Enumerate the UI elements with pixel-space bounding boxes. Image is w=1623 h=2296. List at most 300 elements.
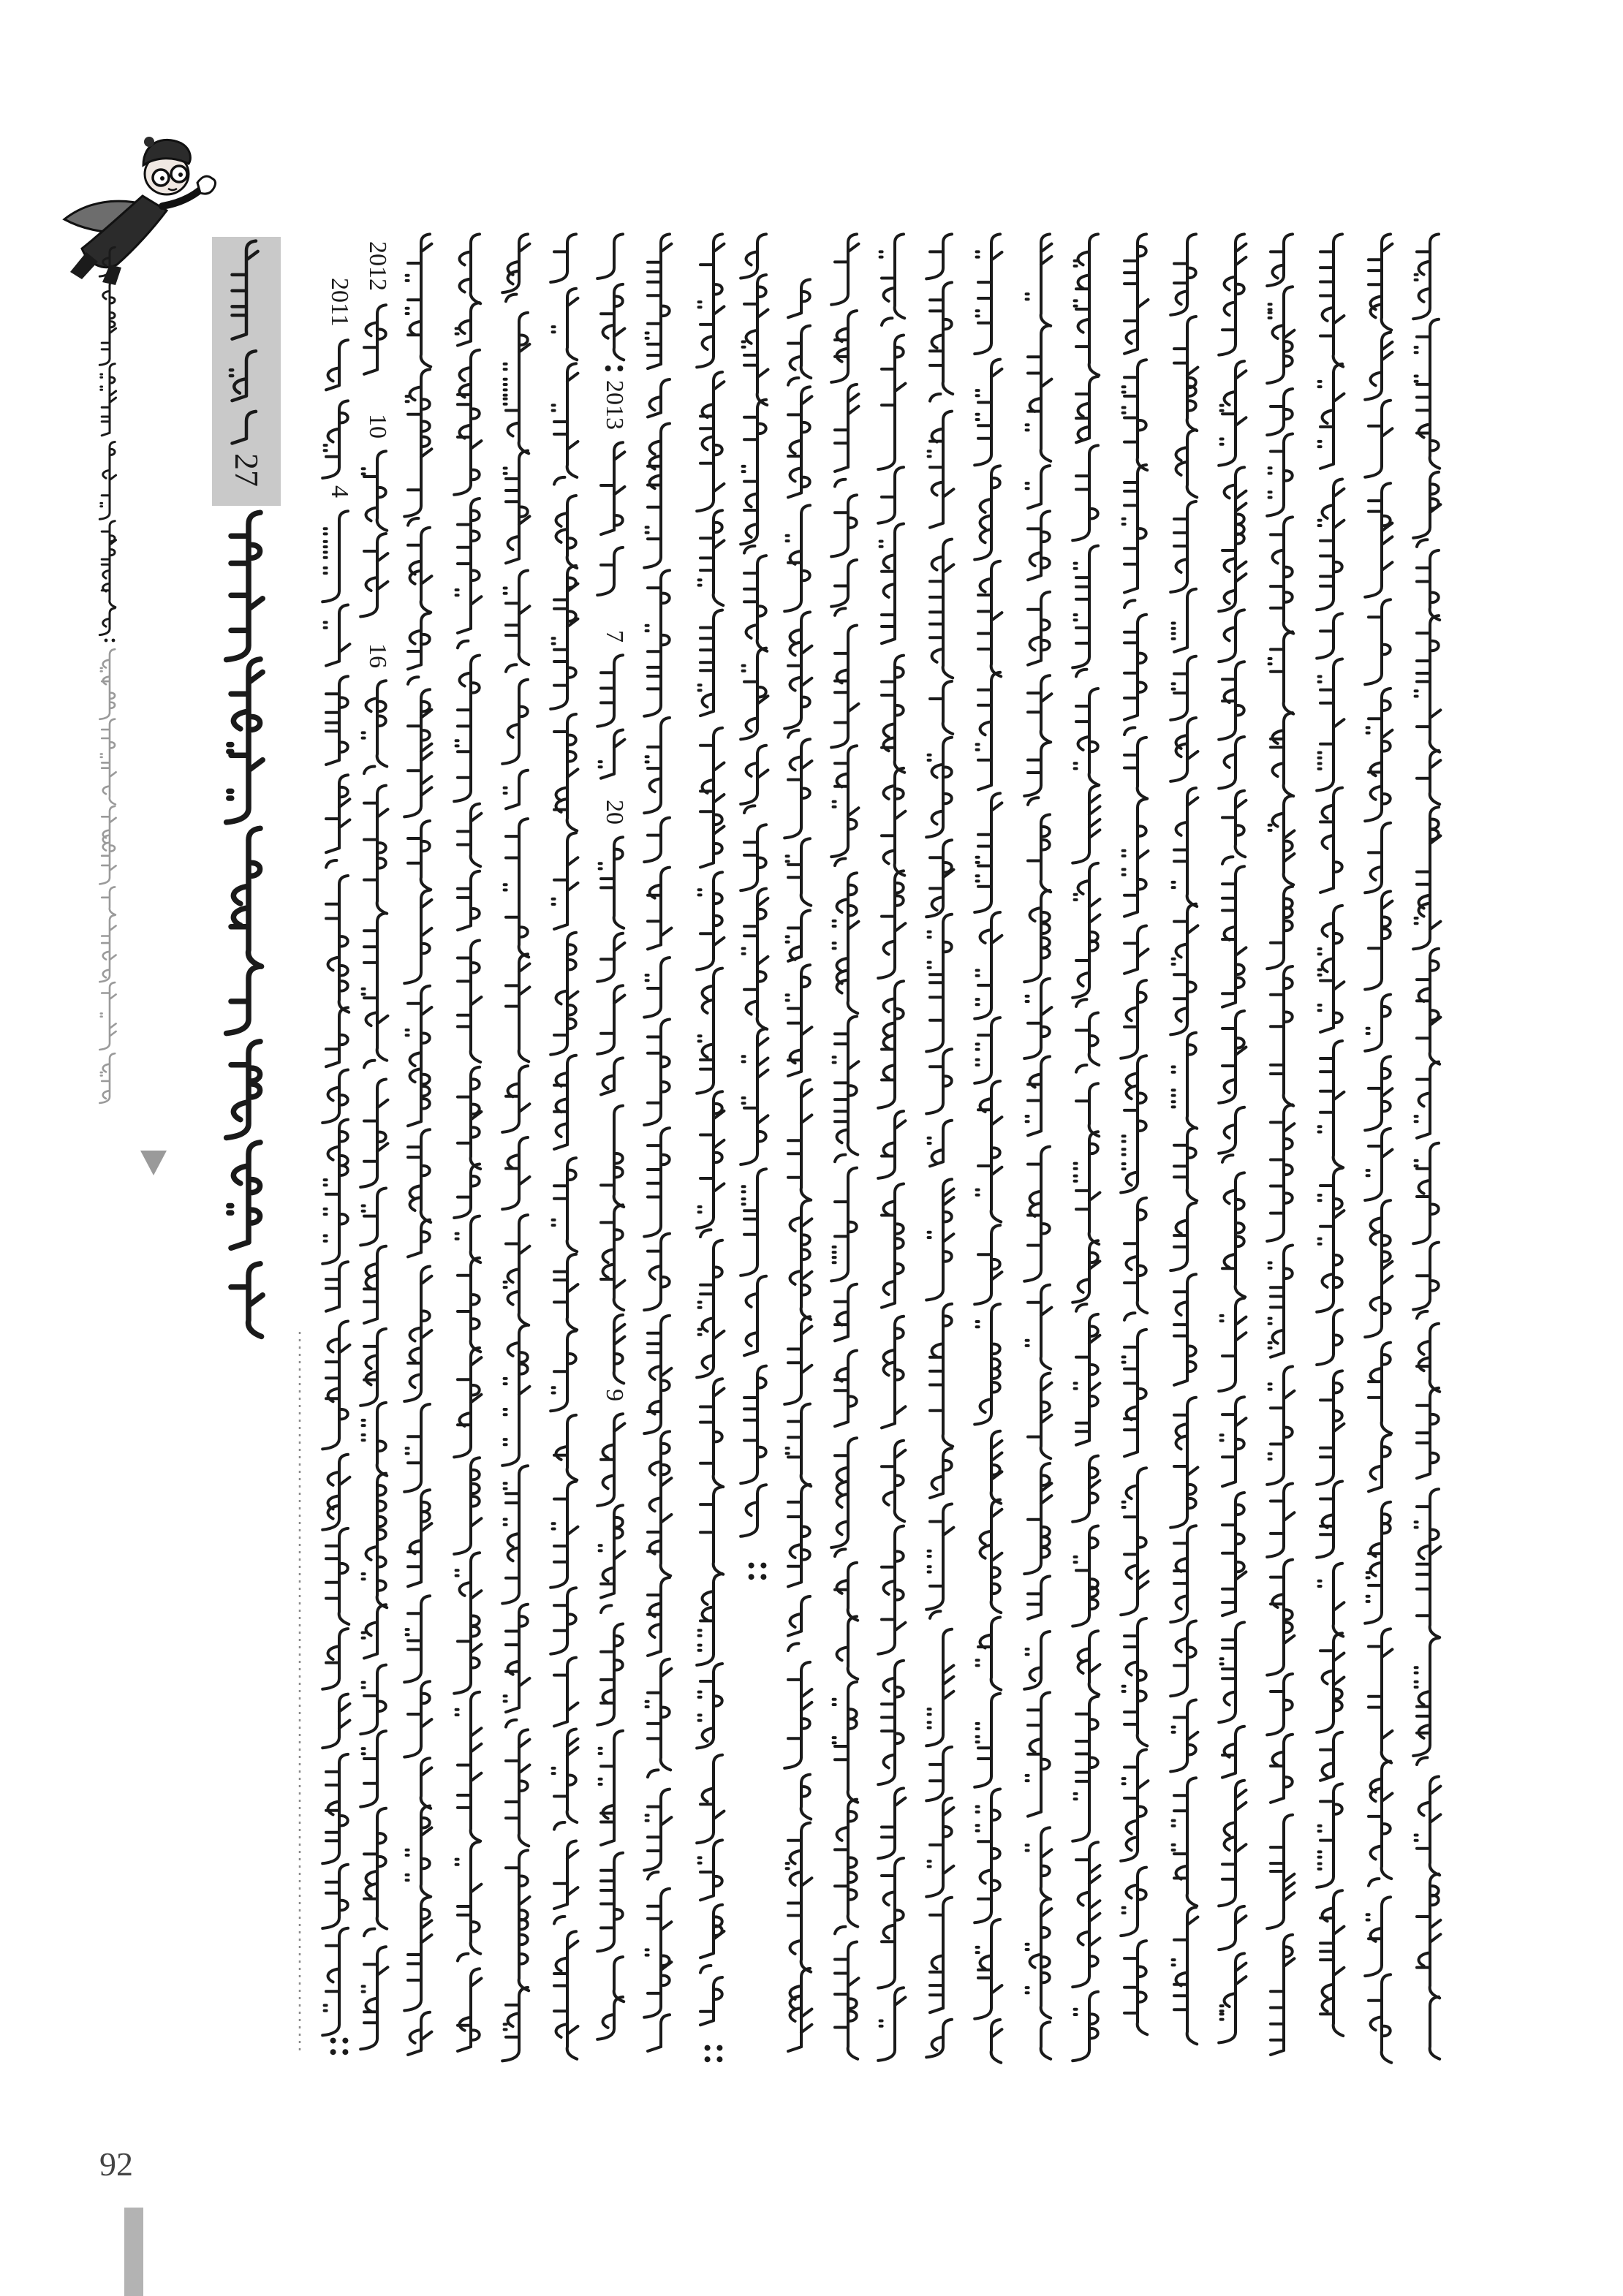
script-word	[644, 1234, 670, 1311]
script-word	[878, 1858, 904, 1988]
script-word	[882, 768, 905, 876]
script-word	[1369, 1629, 1392, 1762]
script-word	[1174, 1274, 1196, 1385]
script-word	[1121, 980, 1146, 1058]
script-word	[1028, 592, 1050, 665]
body-numeral: 7	[601, 630, 628, 643]
script-word	[878, 981, 904, 1108]
comma-mark	[835, 1927, 845, 1934]
script-word	[977, 672, 1000, 790]
script-word	[363, 1604, 386, 1658]
script-word	[1365, 689, 1392, 821]
script-word	[99, 649, 115, 719]
script-word	[458, 941, 481, 1062]
comma-mark	[1222, 857, 1233, 864]
body-text-column	[1365, 234, 1392, 2062]
script-word	[1317, 1168, 1344, 1312]
comma-mark	[1124, 727, 1135, 735]
script-word	[597, 933, 624, 982]
comma-mark	[326, 860, 336, 868]
script-word	[882, 1184, 904, 1308]
script-word	[1219, 1953, 1246, 2042]
comma-mark	[835, 1155, 845, 1162]
full-stop-mark	[716, 2056, 722, 2062]
script-word	[1024, 979, 1051, 1058]
script-word	[1219, 1622, 1244, 1722]
script-word	[991, 1431, 1002, 1504]
script-word	[1024, 1463, 1051, 1574]
script-word	[975, 1018, 1000, 1083]
comma-mark	[1417, 539, 1427, 547]
script-word	[831, 560, 857, 607]
script-word	[232, 241, 258, 339]
colon-mark	[617, 365, 623, 371]
comma-mark	[788, 1643, 798, 1651]
script-word	[741, 1028, 768, 1164]
script-word	[458, 1969, 481, 2051]
comma-mark	[648, 1770, 658, 1777]
script-word	[975, 234, 1002, 354]
script-word	[1072, 445, 1098, 540]
script-word	[697, 1664, 722, 1748]
body-text-column	[1413, 234, 1440, 2058]
script-word	[326, 1528, 349, 1624]
comma-mark	[1076, 1065, 1086, 1072]
script-word	[1170, 1526, 1196, 1622]
script-word	[697, 969, 722, 1094]
script-word	[1075, 234, 1100, 375]
script-word	[1026, 1827, 1052, 1899]
script-word	[408, 1129, 431, 1222]
script-word	[1041, 2022, 1051, 2059]
script-word	[741, 746, 768, 804]
body-text-column	[454, 234, 481, 2051]
script-word	[1219, 1781, 1246, 1906]
script-word	[975, 466, 1000, 559]
script-word	[614, 1957, 624, 2001]
script-word	[1170, 1398, 1198, 1528]
body-numeral: 20	[601, 800, 628, 825]
script-word	[404, 369, 431, 516]
script-word	[1075, 689, 1100, 785]
script-word	[363, 451, 387, 531]
script-word	[646, 1659, 672, 1770]
comma-mark	[1124, 600, 1135, 607]
script-word	[697, 1240, 724, 1378]
full-stop-mark	[330, 2049, 336, 2055]
script-word	[878, 1661, 904, 1785]
script-word	[1124, 1198, 1147, 1314]
script-word	[831, 1168, 857, 1281]
script-word	[360, 1329, 386, 1406]
comma-mark	[744, 546, 754, 553]
script-word	[504, 571, 530, 665]
script-word	[697, 1574, 722, 1665]
script-word	[1269, 796, 1295, 885]
body-text-column	[831, 234, 858, 2058]
script-word	[1365, 333, 1392, 400]
script-word	[975, 912, 1002, 1019]
script-word	[835, 384, 858, 471]
script-word	[1024, 743, 1050, 796]
script-word	[1320, 1890, 1344, 2036]
script-word	[831, 626, 858, 748]
script-word	[326, 676, 348, 765]
script-word	[1413, 1143, 1439, 1243]
script-word	[788, 326, 811, 378]
body-numeral: 4	[326, 485, 353, 498]
script-word	[1271, 966, 1293, 1106]
script-word	[1124, 1941, 1147, 2034]
script-word	[928, 1121, 952, 1167]
script-word	[454, 1348, 481, 1458]
script-word	[601, 442, 624, 534]
script-word	[1026, 466, 1050, 508]
script-word	[697, 234, 724, 367]
script-word	[926, 1049, 952, 1113]
script-word	[460, 234, 481, 303]
script-word	[322, 1455, 349, 1530]
script-word	[406, 1806, 432, 1897]
script-word	[648, 379, 670, 417]
script-word	[784, 505, 810, 611]
script-word	[506, 1729, 529, 1846]
comma-mark	[788, 378, 798, 385]
script-word	[599, 1731, 623, 1845]
script-word	[502, 1066, 529, 1132]
script-word	[1413, 1638, 1439, 1756]
script-word	[644, 958, 670, 1018]
script-word	[504, 451, 530, 564]
script-word	[930, 1448, 952, 1498]
script-word	[697, 372, 724, 511]
script-word	[1121, 1056, 1146, 1192]
comma-mark	[1417, 1757, 1427, 1765]
script-word	[1075, 1314, 1100, 1445]
script-word	[554, 1931, 578, 2059]
script-word	[99, 806, 116, 884]
script-word	[1124, 926, 1148, 974]
script-word	[926, 738, 952, 838]
script-word	[1072, 1240, 1100, 1303]
script-word	[1026, 1692, 1050, 1816]
script-word	[551, 933, 578, 1055]
script-word	[1271, 1935, 1294, 2055]
body-text-column	[1170, 234, 1198, 2044]
script-word	[1219, 467, 1246, 611]
script-word	[504, 819, 529, 957]
script-word	[1124, 738, 1147, 799]
script-word	[1173, 1907, 1198, 2044]
comma-mark	[458, 1954, 468, 1961]
script-word	[699, 510, 725, 605]
script-word	[831, 495, 857, 556]
script-word	[1365, 599, 1391, 684]
comma-mark	[1076, 999, 1086, 1007]
script-word	[699, 1840, 722, 1900]
script-word	[1319, 1041, 1344, 1167]
script-word	[835, 1800, 858, 1927]
comma-mark	[601, 1605, 611, 1613]
script-word	[101, 364, 116, 436]
script-word	[1267, 1484, 1294, 1558]
script-word	[1123, 799, 1149, 917]
script-word	[930, 539, 953, 678]
script-word	[322, 1629, 348, 1689]
script-word	[991, 2020, 1002, 2063]
running-header-subtitle	[99, 649, 116, 1103]
script-word	[322, 511, 348, 602]
script-word	[697, 1755, 724, 1844]
script-word	[597, 1853, 623, 1952]
chapter-title-text	[227, 512, 263, 1336]
colon-mark	[605, 365, 611, 371]
page-edge-marker	[124, 2208, 143, 2296]
script-word	[1072, 1526, 1098, 1626]
script-word	[878, 871, 905, 978]
comma-mark	[835, 608, 845, 615]
script-word	[227, 966, 260, 1034]
script-word	[1413, 472, 1440, 538]
comma-mark	[1028, 797, 1038, 805]
script-word	[360, 1947, 387, 2049]
script-word	[1028, 1374, 1051, 1459]
full-stop-mark	[749, 1574, 754, 1580]
script-word	[1271, 713, 1293, 796]
script-word	[101, 719, 116, 805]
script-word	[644, 1789, 671, 1871]
script-word	[99, 982, 116, 1050]
script-word	[1319, 1564, 1344, 1637]
script-word	[1267, 887, 1293, 969]
script-word	[454, 656, 480, 802]
script-word	[231, 828, 262, 966]
script-word	[322, 1694, 349, 1748]
script-word	[1267, 1105, 1294, 1241]
script-word	[784, 612, 812, 728]
script-word	[454, 1553, 481, 1693]
script-word	[1173, 589, 1196, 652]
script-word	[1170, 501, 1196, 592]
comma-mark	[882, 318, 892, 325]
script-word	[554, 1658, 578, 1727]
script-word	[322, 1865, 348, 1928]
script-word	[1320, 788, 1342, 893]
script-word	[697, 872, 724, 969]
script-word	[1413, 807, 1440, 949]
script-word	[227, 1042, 260, 1138]
script-word	[1219, 1011, 1246, 1103]
script-word	[926, 1504, 953, 1610]
comma-mark	[458, 641, 468, 648]
comma-mark	[835, 480, 845, 487]
body-text-column	[975, 234, 1002, 2062]
script-word	[406, 986, 432, 1126]
script-word	[1365, 995, 1391, 1051]
script-word	[1170, 718, 1198, 781]
script-word	[1417, 1874, 1440, 1998]
script-word	[833, 1016, 859, 1154]
script-word	[554, 714, 578, 831]
script-word	[784, 1316, 812, 1404]
script-word	[741, 1366, 766, 1484]
script-word	[878, 1526, 905, 1654]
script-word	[1269, 1246, 1293, 1357]
script-word	[322, 1322, 349, 1450]
script-word	[1319, 364, 1344, 469]
script-word	[1078, 1631, 1100, 1694]
body-numeral: 10	[364, 414, 391, 439]
script-word	[325, 605, 350, 666]
script-word	[831, 1438, 857, 1547]
body-text-column	[784, 279, 812, 2051]
script-word	[456, 1842, 482, 1954]
script-word	[408, 2012, 431, 2055]
script-word	[502, 1466, 528, 1603]
script-word	[597, 1414, 624, 1506]
script-word	[1123, 1618, 1148, 1746]
script-word	[1024, 1632, 1050, 1689]
script-word	[926, 914, 952, 1052]
script-word	[833, 873, 859, 1013]
script-word	[697, 1091, 724, 1228]
script-word	[406, 234, 432, 366]
script-word	[1024, 890, 1050, 982]
comma-mark	[554, 1822, 564, 1830]
script-word	[408, 821, 431, 890]
comma-mark	[554, 1917, 564, 1924]
script-word	[1072, 1842, 1100, 1987]
body-text-column	[1267, 234, 1294, 2055]
comma-mark	[364, 767, 374, 774]
script-word	[926, 1798, 953, 1897]
script-word	[99, 1053, 115, 1103]
script-word	[553, 289, 578, 360]
script-word	[741, 648, 768, 740]
script-word	[644, 1889, 671, 2017]
script-word	[1417, 1324, 1439, 1392]
script-word	[646, 234, 672, 368]
script-word	[787, 911, 810, 961]
script-word	[504, 313, 530, 454]
script-word	[882, 1441, 905, 1522]
script-word	[1222, 1172, 1245, 1297]
script-word	[1365, 483, 1392, 597]
script-word	[408, 613, 430, 670]
script-word	[227, 659, 263, 822]
script-word	[1415, 615, 1441, 752]
chapter-number: 27	[228, 453, 265, 487]
script-word	[404, 689, 431, 817]
body-numeral: 2012	[364, 241, 391, 291]
script-word	[1219, 610, 1244, 662]
script-word	[551, 1588, 576, 1653]
body-text-column	[404, 234, 431, 2055]
body-text-column	[322, 340, 349, 2055]
script-word	[1170, 656, 1196, 720]
script-word	[597, 985, 624, 1054]
script-word	[1028, 1576, 1050, 1618]
script-word	[363, 913, 388, 1060]
script-word	[700, 1487, 723, 1575]
script-word	[801, 1775, 812, 1819]
script-word	[458, 871, 480, 931]
script-word	[1417, 1388, 1439, 1479]
script-word	[364, 305, 386, 374]
script-word	[458, 1258, 480, 1352]
body-text-column	[597, 234, 624, 2039]
script-word	[1124, 615, 1146, 720]
script-word	[599, 1505, 625, 1597]
script-word	[788, 1969, 812, 2051]
script-word	[1170, 1700, 1198, 1772]
comma-mark	[930, 1611, 940, 1618]
comma-mark	[1124, 1313, 1135, 1320]
script-word	[231, 1264, 262, 1337]
script-word	[1123, 360, 1148, 470]
script-word	[601, 1106, 624, 1207]
script-word	[930, 681, 953, 734]
script-word	[456, 1216, 481, 1263]
script-word	[597, 1624, 623, 1725]
script-word	[230, 351, 256, 401]
script-word	[788, 1080, 812, 1200]
body-text-column	[502, 234, 529, 2061]
script-word	[930, 1304, 953, 1447]
script-word	[1369, 1974, 1391, 2063]
script-word	[700, 728, 724, 868]
script-word	[1320, 234, 1344, 366]
script-word	[930, 282, 953, 394]
script-word	[421, 1758, 432, 1808]
script-word	[926, 234, 952, 279]
script-word	[1369, 1762, 1392, 1879]
script-word	[741, 1169, 766, 1276]
script-word	[788, 387, 812, 497]
script-word	[788, 279, 810, 317]
script-word	[404, 890, 431, 983]
script-word	[322, 1928, 348, 2036]
body-text-column	[1072, 234, 1100, 2061]
script-word	[790, 1200, 812, 1319]
full-stop-mark	[716, 2045, 722, 2051]
script-word	[1219, 361, 1246, 466]
script-word	[1121, 1468, 1148, 1615]
script-word	[930, 1898, 952, 2012]
script-word	[1173, 788, 1198, 906]
script-word	[700, 1379, 724, 1487]
script-word	[1267, 1815, 1294, 1929]
script-word	[99, 442, 116, 520]
script-word	[787, 1823, 812, 1972]
script-word	[975, 1225, 1002, 1304]
script-word	[601, 1058, 623, 1094]
script-word	[502, 1137, 529, 1209]
script-word	[882, 656, 904, 773]
script-word	[102, 887, 116, 914]
script-word	[360, 1080, 387, 1188]
script-word	[880, 524, 904, 644]
script-word	[1028, 675, 1051, 742]
script-word	[648, 868, 671, 950]
script-word	[502, 234, 529, 292]
script-word	[1076, 1013, 1099, 1066]
script-word	[404, 1267, 431, 1402]
script-word	[700, 1905, 724, 1958]
script-word	[322, 1754, 348, 1863]
script-word	[1320, 1732, 1342, 1781]
body-text-column	[926, 234, 953, 2057]
